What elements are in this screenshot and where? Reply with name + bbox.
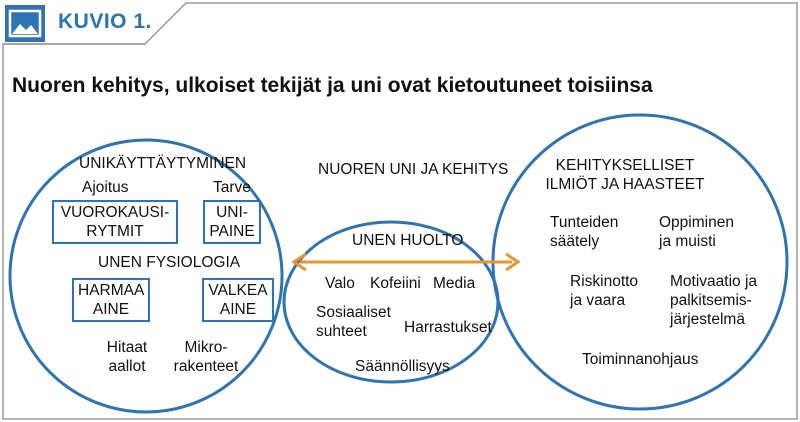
sosiaaliset-suhteet-label — [316, 303, 391, 341]
tunteiden-saately-label — [550, 213, 618, 251]
riskinotto-line-1: Riskinotto — [570, 273, 639, 290]
vuorokausi-line-1: VUOROKAUSI- — [60, 204, 170, 221]
image-icon — [5, 5, 45, 42]
toiminnanohjaus-label: Toiminnanohjaus — [582, 351, 699, 368]
riskinotto-vaara-label — [570, 272, 638, 310]
tunteiden-line-1: Tunteiden — [550, 214, 619, 231]
motivaatio-line-2: palkitsemis- — [670, 292, 752, 309]
saannollisyys-label: Säännöllisyys — [355, 358, 450, 375]
double-arrow — [294, 254, 518, 270]
tunteiden-line-2: säätely — [550, 233, 600, 250]
vuorokausi-line-2: RYTMIT — [86, 223, 144, 240]
harmaa-line-2: AINE — [92, 301, 130, 318]
kehitykselliset-line-1: KEHITYKSELLISET — [555, 157, 695, 174]
unikayttaytyminen-heading: UNIKÄYTTÄYTYMINEN — [79, 155, 247, 172]
kehitykselliset-line-2: ILMIÖT JA HAASTEET — [545, 176, 705, 193]
diagram-title: Nuoren kehitys, ulkoiset tekijät ja uni ovat kietoutuneet toisiinsa — [12, 74, 653, 97]
unen-huolto-heading: UNEN HUOLTO — [352, 232, 464, 249]
valkea-aine-box — [202, 278, 274, 322]
valkea-line-1: VALKEA — [208, 282, 268, 299]
sosiaaliset-line-2: suhteet — [316, 323, 367, 340]
hitaat-aallot-label — [97, 338, 157, 376]
kehitykselliset-heading — [545, 156, 705, 194]
unipaine-line-2: PAINE — [209, 223, 255, 240]
motivaatio-line-1: Motivaatio ja — [670, 273, 758, 290]
mikrorakenteet-label — [170, 338, 242, 376]
oppiminen-line-2: ja muisti — [659, 233, 716, 250]
mikro-line-1: Mikro- — [184, 339, 228, 356]
tarve-label: Tarve — [213, 179, 251, 196]
harmaa-aine-box — [72, 278, 150, 322]
sosiaaliset-line-1: Sosiaaliset — [316, 304, 391, 321]
vuorokausirytmit-box — [52, 200, 178, 244]
unipaine-line-1: UNI- — [216, 204, 248, 221]
ajoitus-label: Ajoitus — [82, 179, 129, 196]
figure-label: KUVIO 1. — [58, 10, 152, 33]
hitaat-line-2: aallot — [108, 358, 146, 375]
oppiminen-line-1: Oppiminen — [659, 214, 734, 231]
harrastukset-label: Harrastukset — [404, 319, 492, 336]
riskinotto-line-2: ja vaara — [570, 292, 626, 309]
oppiminen-muisti-label — [659, 213, 734, 251]
unipaine-box — [203, 200, 261, 244]
hitaat-line-1: Hitaat — [106, 339, 148, 356]
valkea-line-2: AINE — [219, 301, 257, 318]
valo-label: Valo — [325, 275, 355, 292]
motivaatio-line-3: järjestelmä — [670, 311, 745, 328]
mikro-line-2: rakenteet — [173, 358, 239, 375]
nuoren-uni-ja-kehitys-heading: NUOREN UNI JA KEHITYS — [318, 161, 509, 178]
kofeiini-label: Kofeiini — [370, 275, 421, 292]
unen-fysiologia-label: UNEN FYSIOLOGIA — [98, 254, 241, 271]
harmaa-line-1: HARMAA — [78, 282, 145, 299]
motivaatio-label — [670, 272, 757, 329]
media-label: Media — [433, 275, 476, 292]
